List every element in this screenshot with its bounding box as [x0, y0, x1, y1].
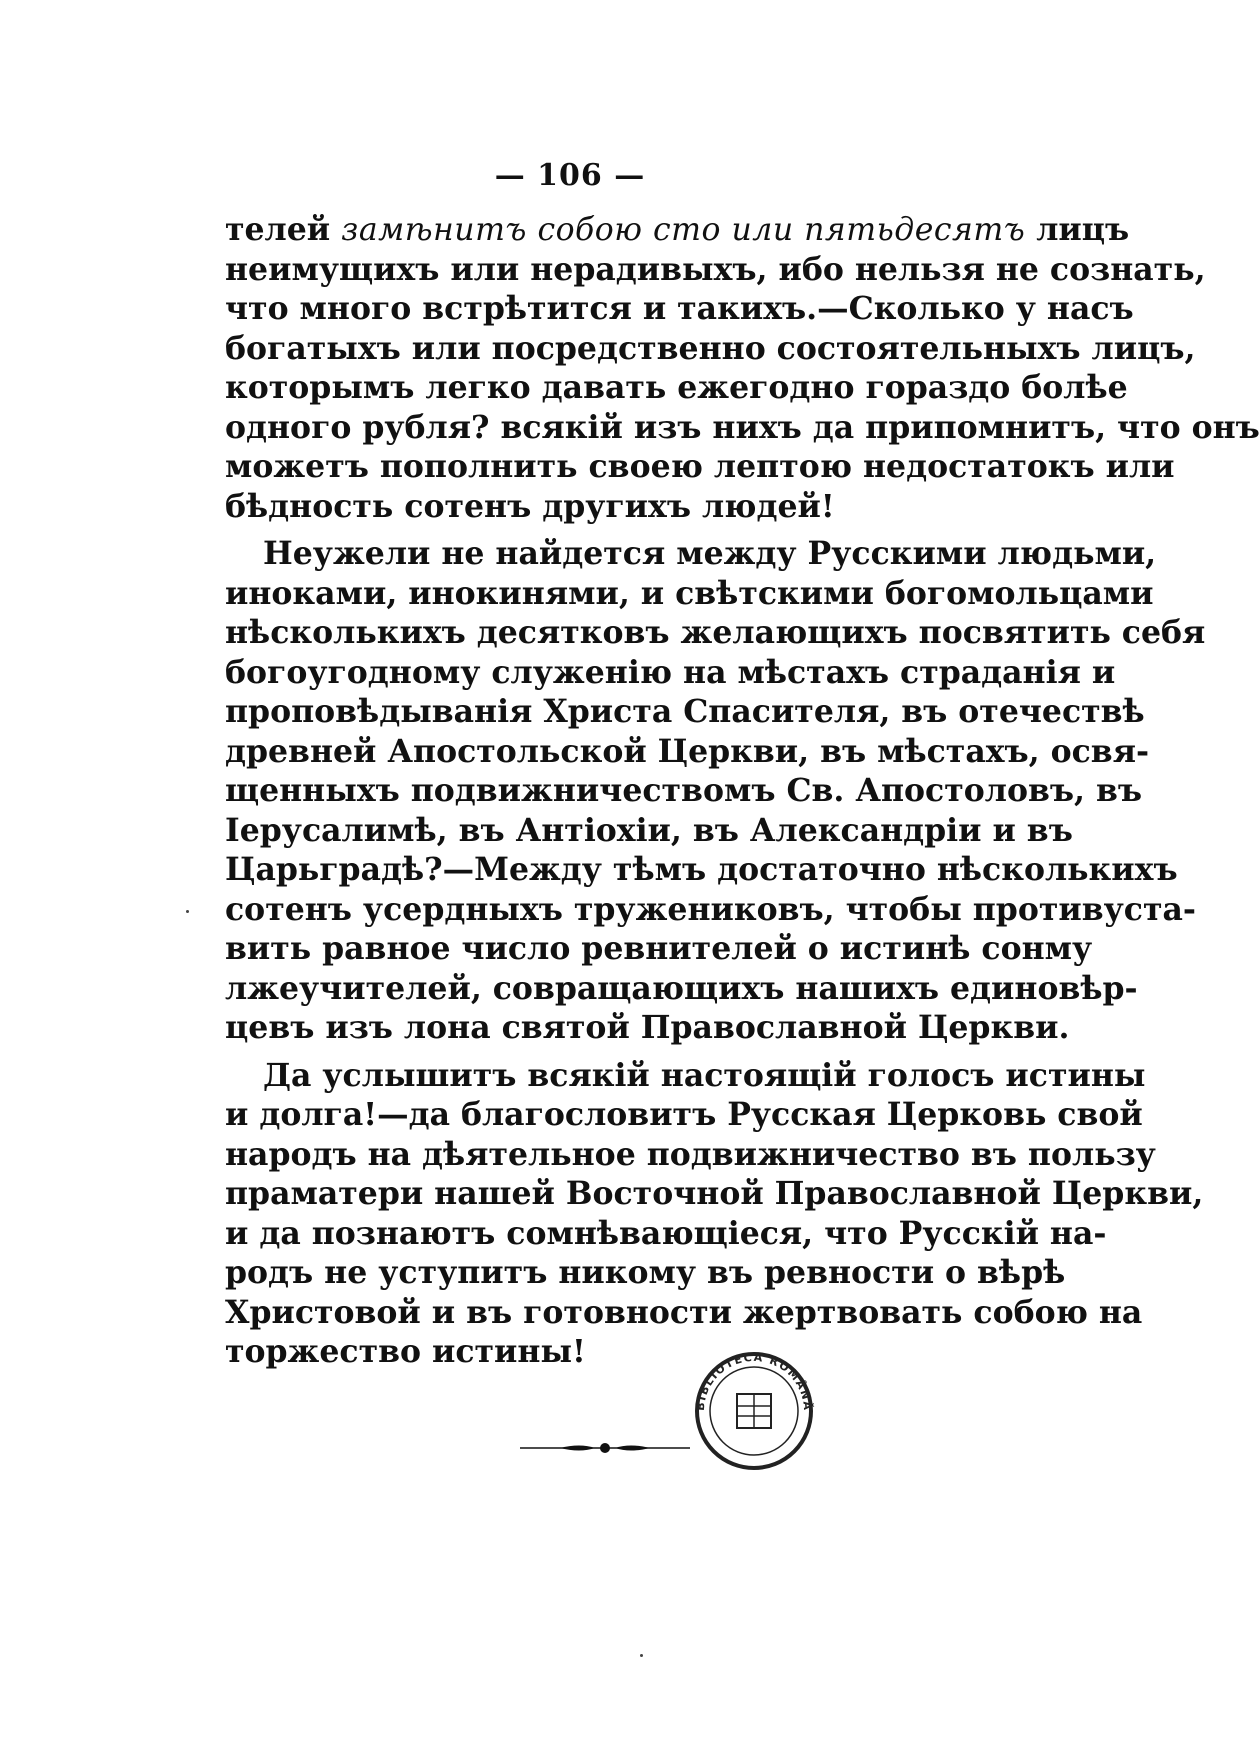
text-line: неимущихъ или нерадивыхъ, ибо нельзя не сознать,	[225, 250, 1206, 288]
page-number: — 106 —	[494, 158, 646, 193]
text-line: бѣдность сотенъ другихъ людей!	[225, 487, 835, 525]
text-line: вить равное число ревнителей о истинѣ сонму	[225, 930, 1093, 967]
text-line: и да познаютъ сомнѣвающіеся, что Русскій на-	[225, 1214, 1107, 1252]
text-line: Іерусалимѣ, въ Антіохіи, въ Александріи и въ	[225, 811, 1073, 849]
text-line: что много встрѣтится и такихъ.—Сколько у насъ	[225, 290, 1134, 327]
text-line: богатыхъ или посредственно состоятельныхъ лицъ,	[225, 329, 1196, 367]
paragraph-gap	[225, 526, 973, 534]
text-line: щенныхъ подвижничествомъ Св. Апостоловъ, въ	[225, 772, 1143, 809]
text-line: Царьградѣ?—Между тѣмъ достаточно нѣсколькихъ	[225, 851, 1178, 888]
text-line	[225, 210, 1130, 250]
text-line: цевъ изъ лона святой Православной Церкви.	[225, 1009, 1070, 1046]
stamp-text: BIBLIOTECA ROMÂNĂ	[693, 1350, 815, 1412]
text-line: родъ не уступитъ никому въ ревности о вѣрѣ	[225, 1254, 1066, 1291]
paragraph-gap	[225, 1048, 973, 1056]
text-line: богоугодному служенію на мѣстахъ страданія и	[225, 653, 1116, 691]
body-text	[225, 210, 1260, 1372]
text-line: Христовой и въ готовности жертвовать собою на	[225, 1293, 1143, 1331]
text-line: нѣсколькихъ десятковъ желающихъ посвятить себя	[225, 614, 1206, 651]
italic-run: замѣнитъ собою сто или пятьдесятъ	[341, 212, 1026, 248]
text-line: праматери нашей Восточной Православной Церкви,	[225, 1175, 1204, 1212]
text-line: проповѣдыванія Христа Спасителя, въ отечествѣ	[225, 693, 1145, 730]
text-line: народъ на дѣятельное подвижничество въ пользу	[225, 1135, 1156, 1173]
paper-speck	[640, 1654, 643, 1657]
text-line: которымъ легко давать ежегодно гораздо болѣе	[225, 369, 1128, 406]
text-run: телей	[225, 211, 342, 248]
text-line: Неужели не найдется между Русскими людьми,	[263, 535, 1157, 572]
text-line: одного рубля? всякій изъ нихъ да припомнитъ, что онъ	[225, 408, 1260, 446]
paper-speck	[186, 910, 189, 913]
text-line: иноками, инокинями, и свѣтскими богомольцами	[225, 574, 1154, 612]
text-line: и долга!—да благословитъ Русская Церковь свой	[225, 1096, 1143, 1133]
ornament-divider	[520, 1440, 690, 1456]
library-stamp	[693, 1350, 815, 1472]
text-line: древней Апостольской Церкви, въ мѣстахъ, освя-	[225, 732, 1150, 770]
text-line: Да услышитъ всякій настоящій голосъ истины	[263, 1056, 1146, 1094]
text-run: лицъ	[1025, 211, 1130, 248]
text-line: можетъ пополнить своею лептою недостатокъ или	[225, 448, 1175, 485]
text-line: сотенъ усердныхъ тружениковъ, чтобы противуста-	[225, 890, 1196, 928]
text-line: торжество истины!	[225, 1333, 586, 1370]
text-line: лжеучителей, совращающихъ нашихъ единовѣр-	[225, 969, 1138, 1007]
